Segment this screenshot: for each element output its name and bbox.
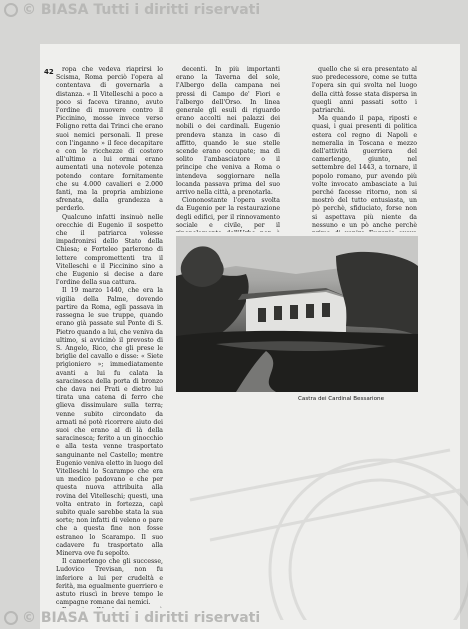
paragraph: Ma quando il papa, riposti e quasi, i guai presenti di politica estera col regno di Napoli e nemeralia in Toscana e mezzo dell'attività guerriera del camerlengo, giunto, nel settembre del 1443, a tornare, il popolo romano, pur avendo più volte invocato ambasciate a lui perché facesse ritorno, non si mostrò del tutto entusiasta, un pò perchè, sfiduciato, forse non si aspettava più niente da nessuno e un pò anche perchè <box>312 115 417 229</box>
page-number: 42 <box>44 68 54 76</box>
paragraph: Ciononostante l'opera svolta da Eugenio per la restaurazione degli edifici, per il rinnovamento sociale e civile, per il <box>176 197 280 229</box>
photo-caption: Castra dei Cardinal Bessarione <box>298 396 385 402</box>
watermark-text: © BIASA Tutti i diritti riservati <box>22 2 261 18</box>
text-column-right <box>312 66 417 232</box>
paragraph: Qualcuno infatti insinuò nelle orecchie di Eugenio il sospetto che il patriarca volesse impadronirsi dello Stato della Chiesa; e Forteleo parlerono di lettere compromettenti tra il Vitelleschi e il Piccinino sino a che Eugenio si decise a dare l'ordine della sua cattura. <box>56 213 163 287</box>
paragraph <box>56 607 163 608</box>
paragraph: ropa che vedeva riaprirsi lo Scisma, Roma perciò l'opera al contentava di governarla a distanza. « Il Vitelleschi a poco a poco si faceva tiranno, avuto l'ordine di muovere contro il Piccinino, mosse invece verso Foligno retta dai Trinci che erano suoi nemici personali. Il prese con l'inganno » il fece decapitare e con le ricchezze di costoro all'ultimo a lui ormai erano aumentati una notevole potenza potendo contare fornitamente che su 4.000 cavalieri e 2.000 fanti, ma la propria ambizione sfrenata, dalla grandezza a perderlo. <box>56 66 163 213</box>
paragraph: Il 19 marzo 1440, che era la vigilia della Palme, dovendo partire da Roma, egli passava in rassegna le sue truppe, quando erano già passate sul Ponte di S. Pietro quando a lui, che veniva da ultimo, si avvicinò il prevosto di S. Angelo, Rico, che gli prese le briglie del cavallo e disse: « Siete prigioniero »; immediatamente avanti a lui fu calata la saracinesca della porta di bronzo che dava nei Prati e dietro lui tirata una catena di ferro che glieva dissimulare sulla terra; venne subito circondato da armati né potè ricorrere aiuto dei suoi che erano al di là della saracinesca; ferito a un ginocchio e alla testa venne trasportato sanguinante nel Castello; mentre Eugenio veniva eletto in luogo del Vitelleschi lo Scarampo che era un medico padovano e che per questa nuova attribuita alla rovina del Vitelleschi; questi, una volta entrato in fortezza, capì subito quale sarebbe stata la sua sorte; non infatti di veleno o pare che a questa fine non fosse estraneo lo Scarampo. Il suo cadavere fu trasportato alla Minerva ove fu sepolto. <box>56 287 163 557</box>
paragraph: decenti. In più importanti erano la Taverna del sole, l'Albergo della campana nei pressi di Campo de' Fiori e l'albergo dell'Orso. In linea generale gli esuli di riguardo erano accolti nei palazzi dei nobili o dei cardinali. Eugenio prendeva stanza in caso di affitto, quando le sue stelle scende erano occupate; ma di solito l'ambasciatore o il principe che veniva a Roma o intendeva soggiornare nella locanda passava prima del suo arrivo nella città, a prenotarla. <box>176 66 280 197</box>
house-photo <box>176 236 418 392</box>
text-column-left <box>56 66 163 608</box>
copyright-icon <box>4 3 18 17</box>
photo-drawing <box>176 236 418 392</box>
copyright-icon <box>4 611 18 625</box>
paragraph: quello che si era presentato al suo predecessore, come se tutta l'opera sin qui svolta nel luogo della città fosse stata dispersa in quegli anni passati sotto i patriarchi. <box>312 66 417 115</box>
paragraph: Il camerlengo che gli successe, Ludovico Trevisan, non fu inferiore a lui per crudeltà e ferità, ma egualmente guerriero e astuto riuscì in breve tempo le campagne romane dai nemici. <box>56 558 163 607</box>
watermark-banner-top <box>4 2 464 18</box>
watermark-banner-bottom <box>4 610 464 626</box>
text-column-middle <box>176 66 280 232</box>
watermark-text: © BIASA Tutti i diritti riservati <box>22 610 261 626</box>
